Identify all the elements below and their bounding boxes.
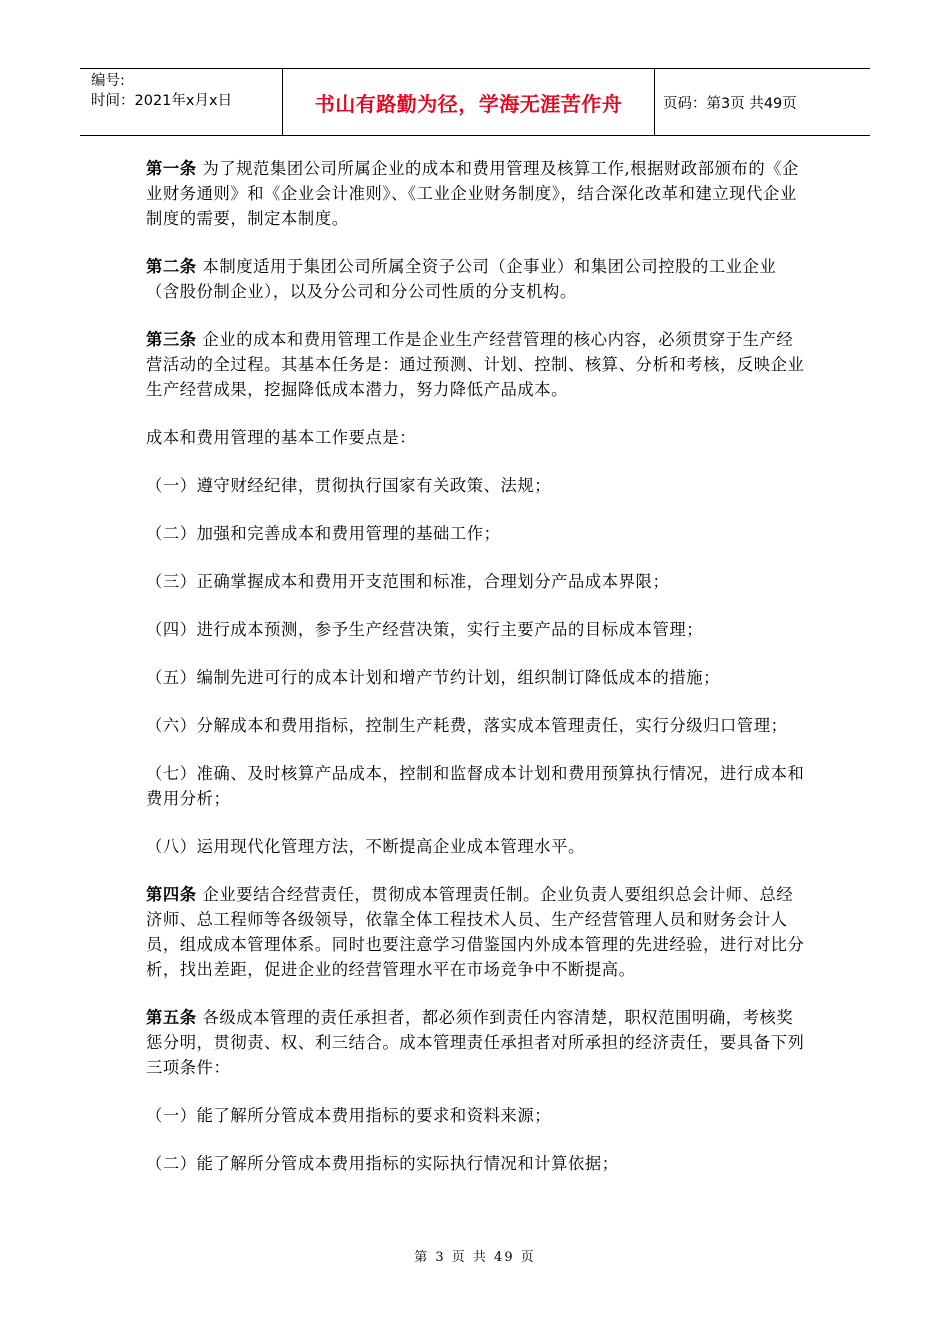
paragraph [146, 761, 806, 811]
paragraph-text: 企业要结合经营责任，贯彻成本管理责任制。企业负责人要组织总会计师、总经济师、总工程师等各级领导，依靠全体工程技术人员、生产经营管理人员和财务会计人员，组成成本管理体系。同时也要注意学习借鉴国内外成本管理的先进经验，进行对比分析，找出差距，促进企业的经营管理水平在市场竞争中不断提高。 [146, 885, 805, 979]
header-meta [80, 69, 283, 135]
paragraph-text: （一）遵守财经纪律，贯彻执行国家有关政策、法规； [146, 476, 552, 495]
document-number-label: 编号: [91, 73, 125, 89]
paragraph-text: （八）运用现代化管理方法，不断提高企业成本管理水平。 [146, 837, 585, 856]
paragraph [146, 425, 806, 450]
paragraph [146, 617, 806, 642]
paragraph-text: （七）准确、及时核算产品成本，控制和监督成本计划和费用预算执行情况，进行成本和费用分析； [146, 764, 805, 808]
paragraph [146, 665, 806, 690]
paragraph-text: （四）进行成本预测，参予生产经营决策，实行主要产品的目标成本管理； [146, 620, 704, 639]
paragraph [146, 1103, 806, 1128]
page-footer: 第 3 页 共 49 页 [414, 1250, 536, 1265]
paragraph [146, 1151, 806, 1176]
paragraph-text: 企业的成本和费用管理工作是企业生产经营管理的核心内容，必须贯穿于生产经营活动的全过程。其基本任务是：通过预测、计划、控制、核算、分析和考核，反映企业生产经营成果，挖掘降低成本潜力，努力降低产品成本。 [146, 330, 805, 399]
header-page-info: 页码：第3页 共49页 [663, 95, 797, 112]
paragraph [146, 1005, 806, 1080]
paragraph-text: 各级成本管理的责任承担者，都必须作到责任内容清楚，职权范围明确，考核奖惩分明，贯彻责、权、利三结合。成本管理责任承担者对所承担的经济责任，要具备下列三项条件： [146, 1008, 805, 1077]
article-label: 第五条 [146, 1008, 197, 1027]
paragraph [146, 834, 806, 859]
paragraph [146, 254, 806, 304]
paragraph [146, 521, 806, 546]
article-label: 第二条 [146, 257, 197, 276]
paragraph-text: 为了规范集团公司所属企业的成本和费用管理及核算工作,根据财政部颁布的《企业财务通则》和《企业会计准则》、《工业企业财务制度》，结合深化改革和建立现代企业制度的需要，制定本制度。 [146, 159, 800, 228]
paragraph [146, 327, 806, 402]
document-body [146, 156, 806, 1199]
paragraph [146, 569, 806, 594]
article-label: 第三条 [146, 330, 197, 349]
paragraph-text: （六）分解成本和费用指标，控制生产耗费，落实成本管理责任，实行分级归口管理； [146, 716, 788, 735]
paragraph-text: （一）能了解所分管成本费用指标的要求和资料来源； [146, 1106, 552, 1125]
paragraph [146, 882, 806, 982]
paragraph [146, 156, 806, 231]
paragraph [146, 713, 806, 738]
header-motto: 书山有路勤为径，学海无涯苦作舟 [283, 69, 655, 135]
document-date: 时间：2021年x月x日 [91, 93, 233, 109]
paragraph [146, 473, 806, 498]
paragraph-text: 成本和费用管理的基本工作要点是： [146, 428, 417, 447]
paragraph-text: 本制度适用于集团公司所属全资子公司（企事业）和集团公司控股的工业企业（含股份制企业），以及分公司和分公司性质的分支机构。 [146, 257, 777, 301]
paragraph-text: （三）正确掌握成本和费用开支范围和标准，合理划分产品成本界限； [146, 572, 670, 591]
paragraph-text: （五）编制先进可行的成本计划和增产节约计划，组织制订降低成本的措施； [146, 668, 720, 687]
article-label: 第四条 [146, 885, 197, 904]
paragraph-text: （二）加强和完善成本和费用管理的基础工作； [146, 524, 501, 543]
article-label: 第一条 [146, 159, 197, 178]
paragraph-text: （二）能了解所分管成本费用指标的实际执行情况和计算依据； [146, 1154, 619, 1173]
page-header [80, 68, 870, 136]
